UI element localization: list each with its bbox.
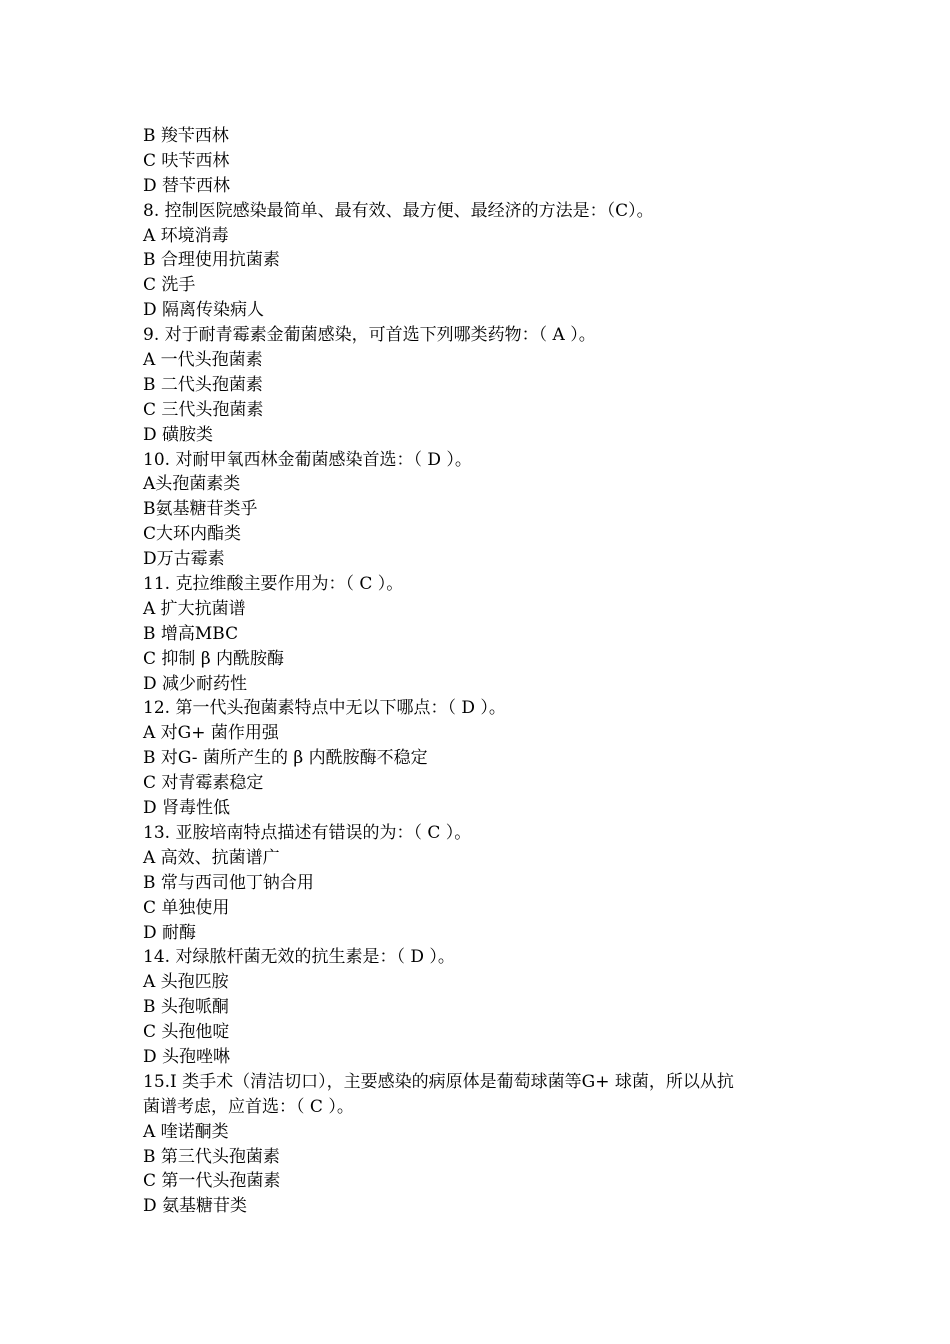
text-line: D 肾毒性低 (143, 798, 231, 819)
text-line: D 氨基糖苷类 (143, 1196, 248, 1217)
text-line: 11. 克拉维酸主要作用为：（ C ）。 (143, 574, 404, 595)
text-line: A 环境消毒 (143, 225, 229, 246)
text-line: B 第三代头孢菌素 (143, 1146, 280, 1167)
text-line: A 高效、抗菌谱广 (143, 847, 280, 868)
text-line: D 隔离传染病人 (143, 300, 265, 321)
text-line: D 耐酶 (143, 922, 197, 943)
text-line: A 头孢匹胺 (143, 972, 229, 993)
text-line: D 磺胺类 (143, 424, 214, 445)
text-line: C 第一代头孢菌素 (143, 1171, 281, 1192)
text-line: B氨基糖苷类乎 (143, 499, 258, 520)
text-line: B 对G- 菌所产生的 β 内酰胺酶不稳定 (143, 748, 428, 769)
text-line: B 二代头孢菌素 (143, 374, 263, 395)
document-page (143, 124, 823, 1219)
text-line: B 常与西司他丁钠合用 (143, 872, 314, 893)
text-line: D 替苄西林 (143, 175, 231, 196)
text-line: 14. 对绿脓杆菌无效的抗生素是：（ D ）。 (143, 947, 455, 968)
text-line: 9. 对于耐青霉素金葡菌感染，可首选下列哪类药物：（ A ）。 (143, 325, 596, 346)
text-line: B 合理使用抗菌素 (143, 250, 280, 271)
text-line: A 喹诺酮类 (143, 1121, 229, 1142)
text-line: D万古霉素 (143, 549, 225, 570)
text-line: C大环内酯类 (143, 524, 242, 545)
text-line: D 减少耐药性 (143, 673, 248, 694)
text-line: 15.Ⅰ 类手术（清洁切口），主要感染的病原体是葡萄球菌等G+ 球菌，所以从抗 (143, 1071, 734, 1092)
text-line: 8. 控制医院感染最简单、最有效、最方便、最经济的方法是：（C）。 (143, 200, 654, 221)
text-line: 13. 亚胺培南特点描述有错误的为：（ C ）。 (143, 822, 472, 843)
text-line: 12. 第一代头孢菌素特点中无以下哪点：（ D ）。 (143, 698, 506, 719)
text-line: C 头孢他啶 (143, 1022, 230, 1043)
text-line: 10. 对耐甲氧西林金葡菌感染首选：（ D ）。 (143, 449, 472, 470)
text-line: A 对G+ 菌作用强 (143, 723, 279, 744)
text-line: C 单独使用 (143, 897, 230, 918)
text-line: A 一代头孢菌素 (143, 350, 263, 371)
text-line: D 头孢唑啉 (143, 1046, 231, 1067)
text-line: A 扩大抗菌谱 (143, 598, 246, 619)
text-line: C 呋苄西林 (143, 150, 230, 171)
text-line: C 三代头孢菌素 (143, 399, 264, 420)
text-line: C 洗手 (143, 275, 196, 296)
text-line: B 增高MBC (143, 623, 239, 644)
text-line: C 抑制 β 内酰胺酶 (143, 648, 285, 669)
text-line: A头孢菌素类 (143, 474, 241, 495)
text-line: 菌谱考虑，应首选：（ C ）。 (143, 1096, 354, 1117)
text-line: C 对青霉素稳定 (143, 773, 264, 794)
text-line: B 羧苄西林 (143, 126, 229, 146)
text-line: B 头孢哌酮 (143, 997, 229, 1018)
